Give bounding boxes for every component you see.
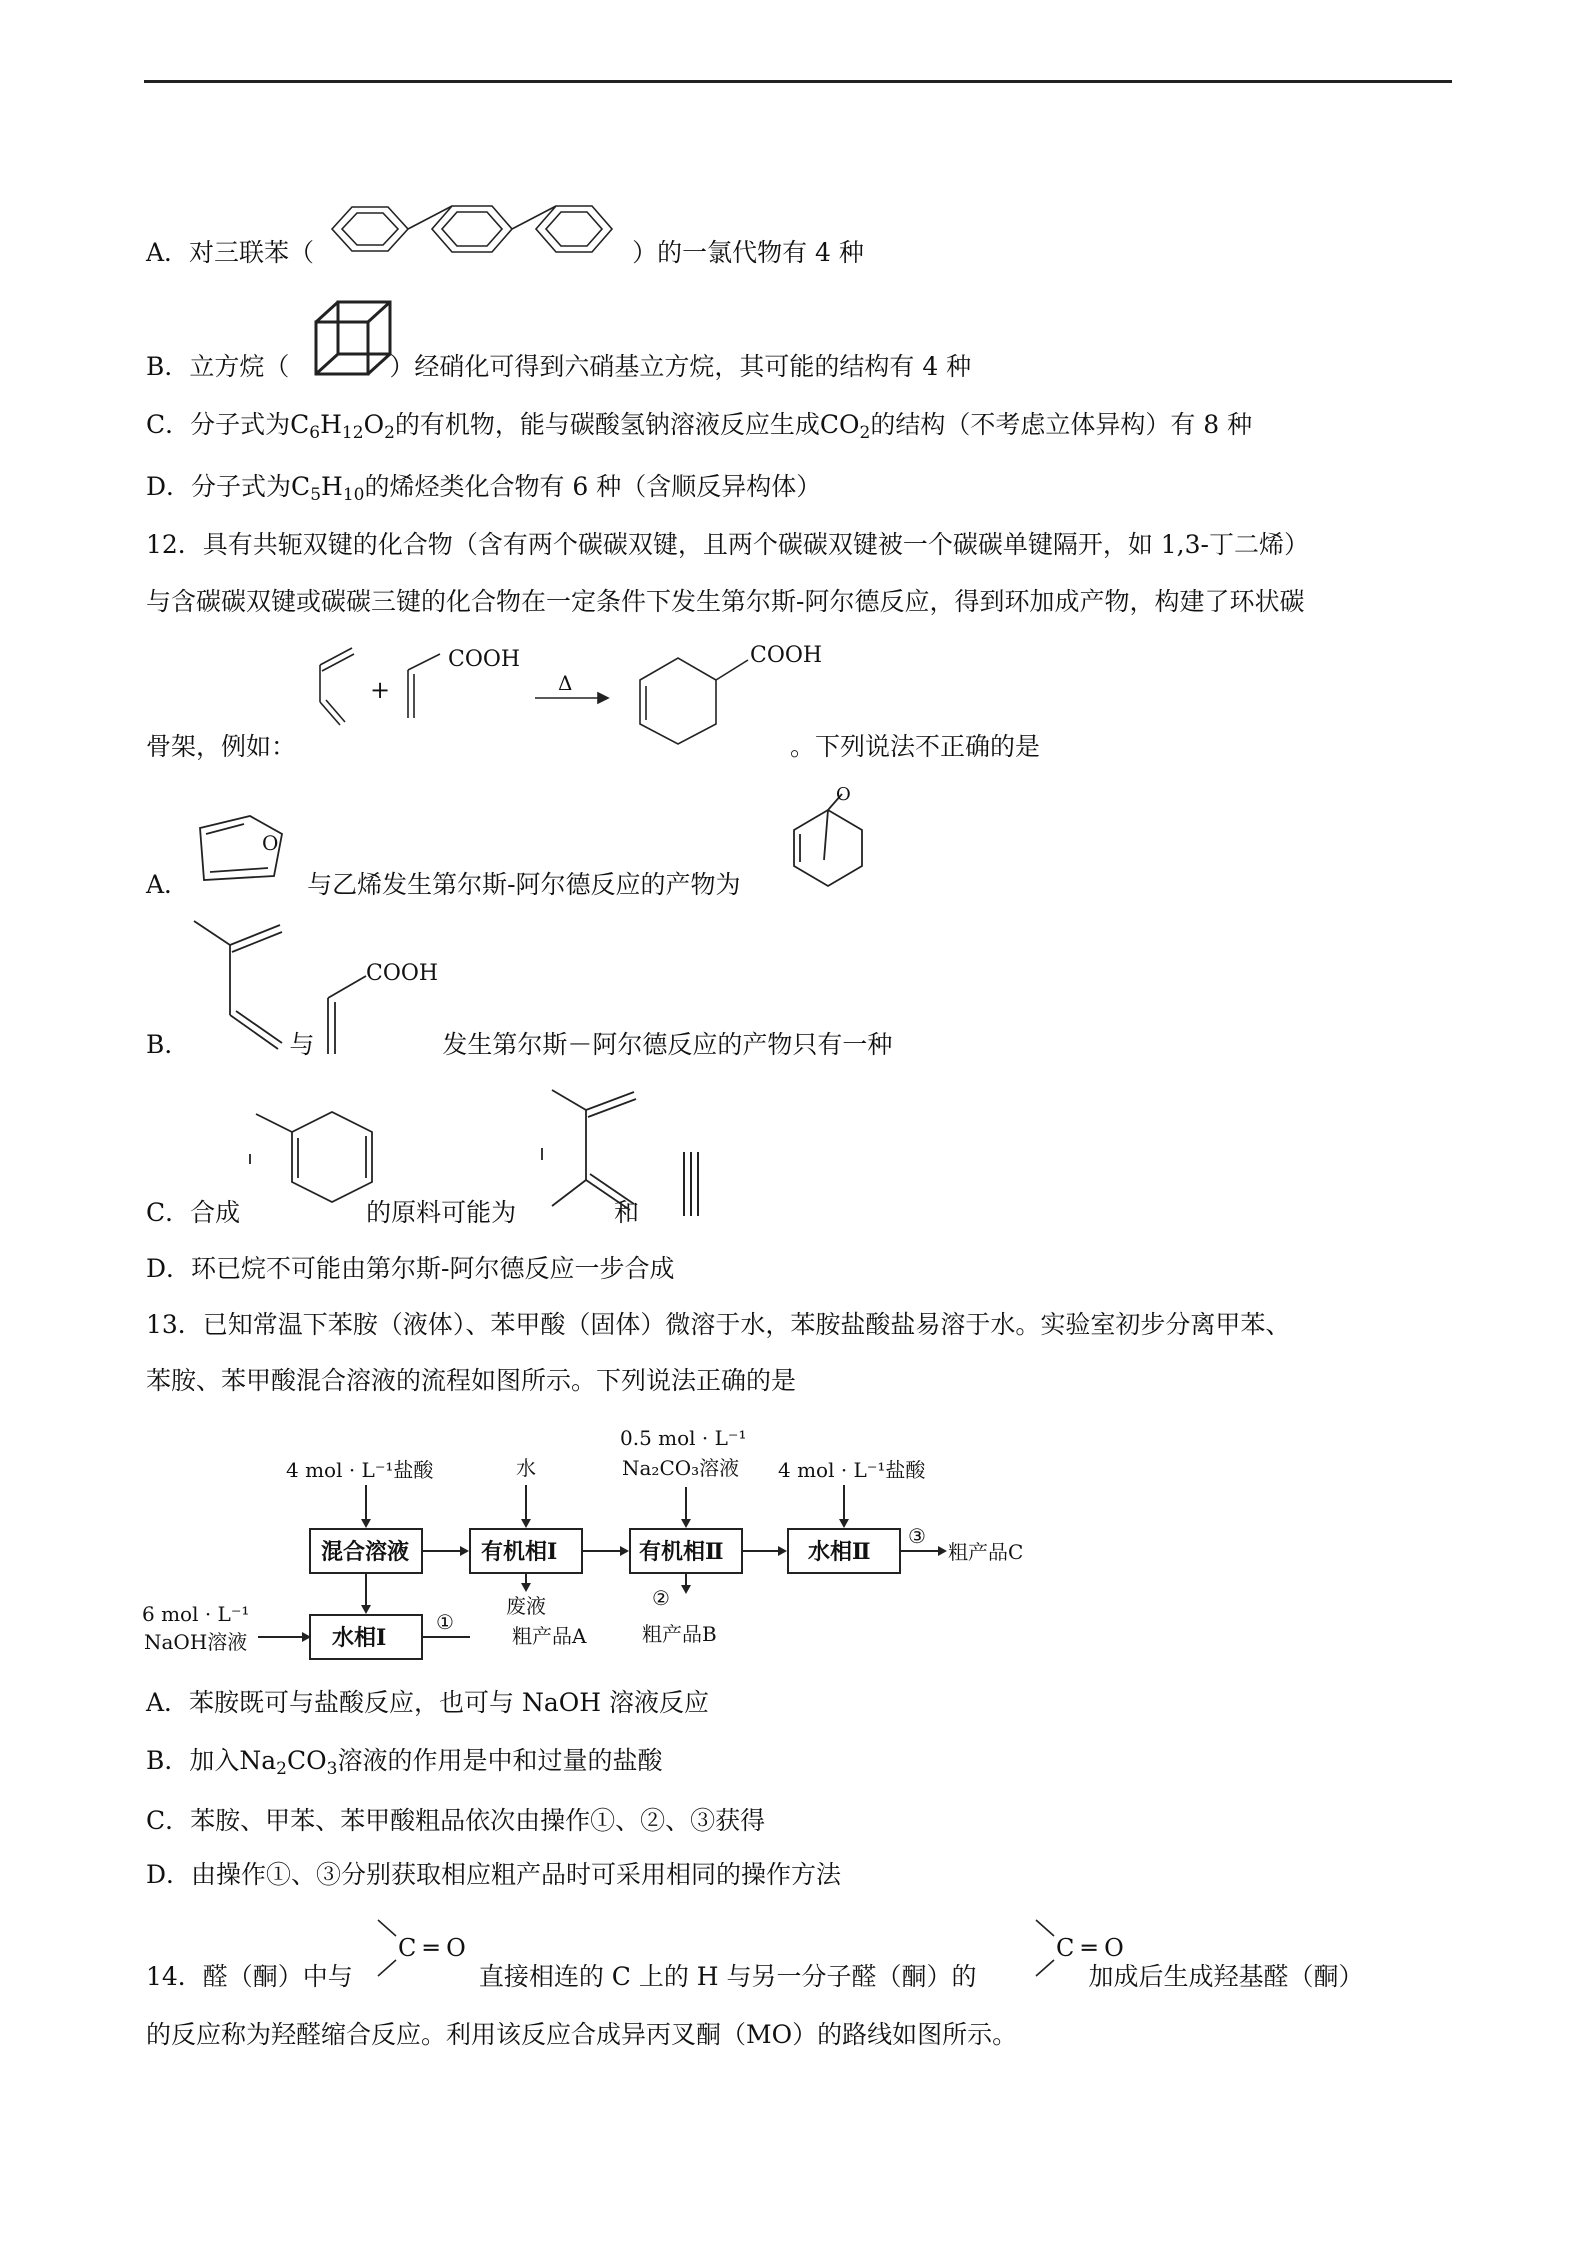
q11-option-b: B．立方烷（ ）经硝化可得到六硝基立方烷，其可能的结构有 4 种 xyxy=(146,352,972,381)
q13-option-b: B．加入$Na_2CO_3$溶液的作用是中和过量的盐酸 xyxy=(146,1746,663,1779)
label-organic-phase-2: 有机相Ⅱ xyxy=(639,1539,724,1565)
reagent-na2co3-name: Na₂CO₃溶液 xyxy=(622,1456,740,1480)
crude-product-a: 粗产品A xyxy=(512,1624,587,1648)
oxabicyclo-product-structure xyxy=(786,784,876,890)
waste-liquid: 废液 xyxy=(506,1594,546,1618)
q12-option-d: D．环已烷不可能由第尔斯-阿尔德反应一步合成 xyxy=(146,1254,675,1283)
furan-structure xyxy=(190,806,290,886)
cooh-label: COOH xyxy=(448,647,521,672)
acrylic-acid-structure xyxy=(322,954,482,1054)
reagent-water: 水 xyxy=(516,1456,536,1480)
q12-option-c: C．合成 的原料可能为 和 xyxy=(146,1198,640,1227)
carbonyl-group-1 xyxy=(376,1916,494,1986)
crude-product-b: 粗产品B xyxy=(642,1622,717,1646)
label-organic-phase-1: 有机相Ⅰ xyxy=(481,1539,558,1565)
q12-stem-line2: 与含碳碳双键或碳碳三键的化合物在一定条件下发生第尔斯-阿尔德反应，得到环加成产物，构建了环状碳 xyxy=(146,587,1305,616)
q12-option-a: A． 与乙烯发生第尔斯-阿尔德反应的产物为 xyxy=(146,870,741,899)
q13-stem-line1: 13．已知常温下苯胺（液体）、苯甲酸（固体）微溶于水，苯胺盐酸盐易溶于水。实验室初步分离甲苯、 xyxy=(146,1310,1291,1339)
q11-option-d: D．分子式为$C_5H_{10}$的烯烃类化合物有 6 种（含顺反异构体） xyxy=(146,472,822,505)
cubane-structure xyxy=(312,298,402,378)
reagent-naoh-conc: 6 mol · L⁻¹ xyxy=(142,1602,250,1626)
diels-alder-example-reaction xyxy=(300,640,823,760)
q12-stem-line3: 骨架，例如： 。下列说法不正确的是 xyxy=(146,732,1041,761)
terphenyl-structure xyxy=(330,198,655,260)
q13-stem-line2: 苯胺、苯甲酸混合溶液的流程如图所示。下列说法正确的是 xyxy=(146,1366,797,1395)
heat-symbol: Δ xyxy=(558,671,573,695)
crude-product-c: 粗产品C xyxy=(948,1540,1024,1564)
bridge-oxygen: O xyxy=(836,784,851,805)
label-aqueous-phase-2: 水相Ⅱ xyxy=(808,1539,871,1565)
q13-option-a: A．苯胺既可与盐酸反应，也可与 NaOH 溶液反应 xyxy=(146,1688,710,1717)
furan-oxygen: O xyxy=(262,831,279,855)
reagent-hcl-2: 4 mol · L⁻¹盐酸 xyxy=(778,1458,926,1482)
q12-stem-line1: 12．具有共轭双键的化合物（含有两个碳碳双键，且两个碳碳双键被一个碳碳单键隔开，如 1,3-丁二烯） xyxy=(146,530,1309,559)
cooh-product-label: COOH xyxy=(750,643,823,668)
reagent-na2co3-conc: 0.5 mol · L⁻¹ xyxy=(620,1426,747,1450)
q11-option-c: C．分子式为$C_6H_{12}O_2$的有机物，能与碳酸氢钠溶液反应生成$CO_2$的结构（不考虑立体异构）有 8 种 xyxy=(146,410,1253,443)
acrylic-cooh-label: COOH xyxy=(366,961,439,986)
operation-2: ② xyxy=(652,1586,670,1610)
operation-3: ③ xyxy=(908,1524,926,1548)
dimethylbutadiene-structure xyxy=(538,1086,648,1226)
q13-option-c: C．苯胺、甲苯、苯甲酸粗品依次由操作①、②、③获得 xyxy=(146,1806,766,1835)
label-mixed-solution: 混合溶液 xyxy=(321,1539,410,1565)
q11-option-a: A．对三联苯（ ）的一氯代物有 4 种 xyxy=(146,238,864,267)
q14-stem-line1: 14．醛（酮）中与 直接相连的 C 上的 H 与另一分子醛（酮）的 加成后生成羟基醛（酮） xyxy=(146,1962,1364,1991)
operation-1: ① xyxy=(436,1610,454,1634)
isoprene-structure xyxy=(190,915,300,1055)
q12-option-b: B． 与 发生第尔斯－阿尔德反应的产物只有一种 xyxy=(146,1030,893,1059)
separation-flowchart xyxy=(140,1415,1060,1654)
carbonyl-label-1: C ═ O xyxy=(398,1934,466,1962)
carbonyl-group-2 xyxy=(1034,1916,1152,1986)
q14-stem-line2: 的反应称为羟醛缩合反应。利用该反应合成异丙叉酮（MO）的路线如图所示。 xyxy=(146,2020,1018,2049)
carbonyl-label-2: C ═ O xyxy=(1056,1934,1124,1962)
reagent-hcl-1: 4 mol · L⁻¹盐酸 xyxy=(286,1458,434,1482)
plus-sign: + xyxy=(370,676,391,704)
label-aqueous-phase-1: 水相Ⅰ xyxy=(332,1625,387,1651)
methylcyclohexadiene-structure xyxy=(248,1104,388,1224)
header-rule xyxy=(144,80,1452,83)
q13-option-d: D．由操作①、③分别获取相应粗产品时可采用相同的操作方法 xyxy=(146,1860,842,1889)
alkyne-structure xyxy=(680,1150,704,1220)
reagent-naoh-name: NaOH溶液 xyxy=(144,1630,248,1654)
